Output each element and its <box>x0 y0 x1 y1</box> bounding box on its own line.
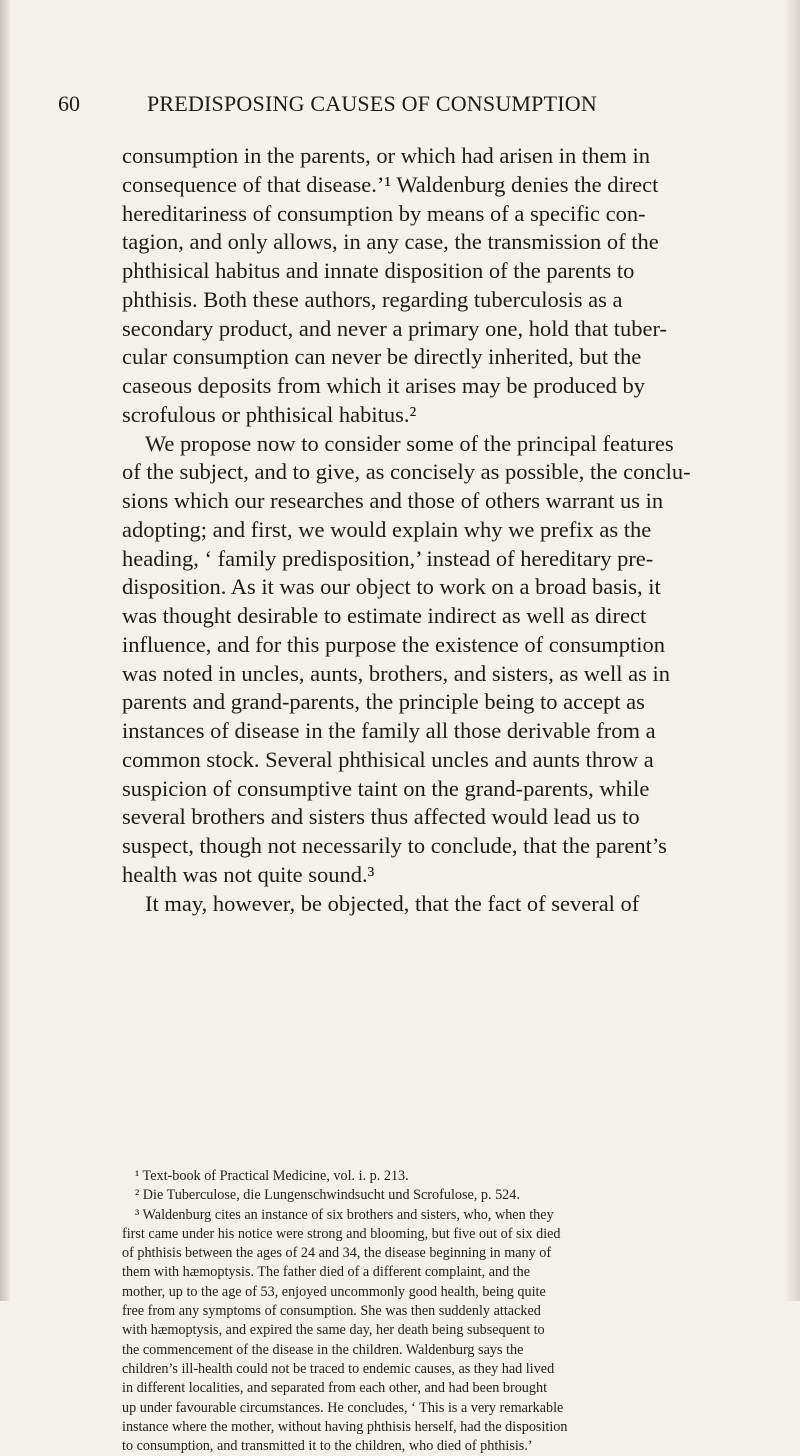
text-line: parents and grand-parents, the principle being to accept as <box>122 689 645 715</box>
running-header <box>58 90 678 118</box>
page-edge-shadow <box>784 0 800 1301</box>
text-line: cular consumption can never be directly inherited, but the <box>122 344 642 370</box>
text-line: common stock. Several phthisical uncles and aunts throw a <box>122 746 654 772</box>
text-line: secondary product, and never a primary one, hold that tuber- <box>122 315 667 341</box>
text-line: was thought desirable to estimate indirect as well as direct <box>122 603 647 628</box>
text-line: hereditariness of consumption by means of a specific con- <box>122 200 646 226</box>
footnote-1: ¹ Text-book of Practical Medicine, vol. i. p. 213. <box>135 1168 409 1184</box>
main-text <box>122 142 766 918</box>
footnote-line: free from any symptoms of consumption. She was then suddenly attacked <box>122 1303 541 1320</box>
text-line: suspect, though not necessarily to conclude, that the parent’s <box>122 833 667 858</box>
text-line: suspicion of consumptive taint on the grand-parents, while <box>122 775 650 801</box>
text-line: consequence of that disease.’¹ Waldenburg denies the direct <box>122 171 659 197</box>
text-line: sions which our researches and those of others warrant us in <box>122 488 664 513</box>
footnote-line: with hæmoptysis, and expired the same day, her death being subsequent to <box>122 1322 545 1339</box>
text-line: several brothers and sisters thus affected would lead us to <box>122 804 640 830</box>
footnote-line: up under favourable circumstances. He concludes, ‘ This is a very remarkable <box>122 1399 564 1416</box>
text-line: phthisis. Both these authors, regarding tuberculosis as a <box>122 286 623 312</box>
footnote-line: them with hæmoptysis. The father died of a different complaint, and the <box>122 1264 531 1281</box>
text-line: heading, ‘ family predisposition,’ instead of hereditary pre- <box>122 545 654 571</box>
footnote-line: mother, up to the age of 53, enjoyed uncommonly good health, being quite <box>122 1283 546 1300</box>
paragraph-start-line: It may, however, be objected, that the fact of several of <box>145 890 640 916</box>
text-line: health was not quite sound.³ <box>122 861 375 887</box>
text-line: scrofulous or phthisical habitus.² <box>122 401 417 427</box>
text-line: tagion, and only allows, in any case, the transmission of the <box>122 229 659 255</box>
text-line: was noted in uncles, aunts, brothers, and sisters, as well as in <box>122 660 671 686</box>
footnote-line: instance where the mother, without having phthisis herself, had the disposition <box>122 1418 568 1435</box>
footnotes <box>122 1167 770 1456</box>
page-gutter-shadow <box>0 0 10 1301</box>
text-line: phthisical habitus and innate disposition of the parents to <box>122 258 635 283</box>
text-line: adopting; and first, we would explain why we prefix as the <box>122 516 652 542</box>
footnote-line: the commencement of the disease in the children. Waldenburg says the <box>122 1341 524 1358</box>
footnote-2: ² Die Tuberculose, die Lungenschwindsucht und Scrofulose, p. 524. <box>135 1187 520 1204</box>
text-line: caseous deposits from which it arises may be produced by <box>122 373 645 398</box>
footnote-line: children’s ill-health could not be traced to endemic causes, as they had lived <box>122 1360 555 1377</box>
running-title: PREDISPOSING CAUSES OF CONSUMPTION <box>147 91 597 116</box>
footnote-line: of phthisis between the ages of 24 and 34, the disease beginning in many of <box>122 1245 552 1262</box>
footnote-line: first came under his notice were strong and blooming, but five out of six died <box>122 1225 561 1242</box>
footnote-3: ³ Waldenburg cites an instance of six brothers and sisters, who, when they <box>135 1206 554 1223</box>
text-line: influence, and for this purpose the existence of consumption <box>122 631 665 657</box>
text-line: of the subject, and to give, as concisely as possible, the conclu- <box>122 459 691 485</box>
footnote-line: to consumption, and transmitted it to the children, who died of phthisis.’ <box>122 1438 533 1455</box>
text-line: disposition. As it was our object to work on a broad basis, it <box>122 574 661 600</box>
text-line: consumption in the parents, or which had arisen in them in <box>122 143 651 168</box>
footnote-line: in different localities, and separated from each other, and had been brought <box>122 1380 548 1397</box>
page-number: 60 <box>58 91 80 116</box>
paragraph-start-line: We propose now to consider some of the principal features <box>145 430 674 456</box>
text-line: instances of disease in the family all those derivable from a <box>122 718 656 743</box>
